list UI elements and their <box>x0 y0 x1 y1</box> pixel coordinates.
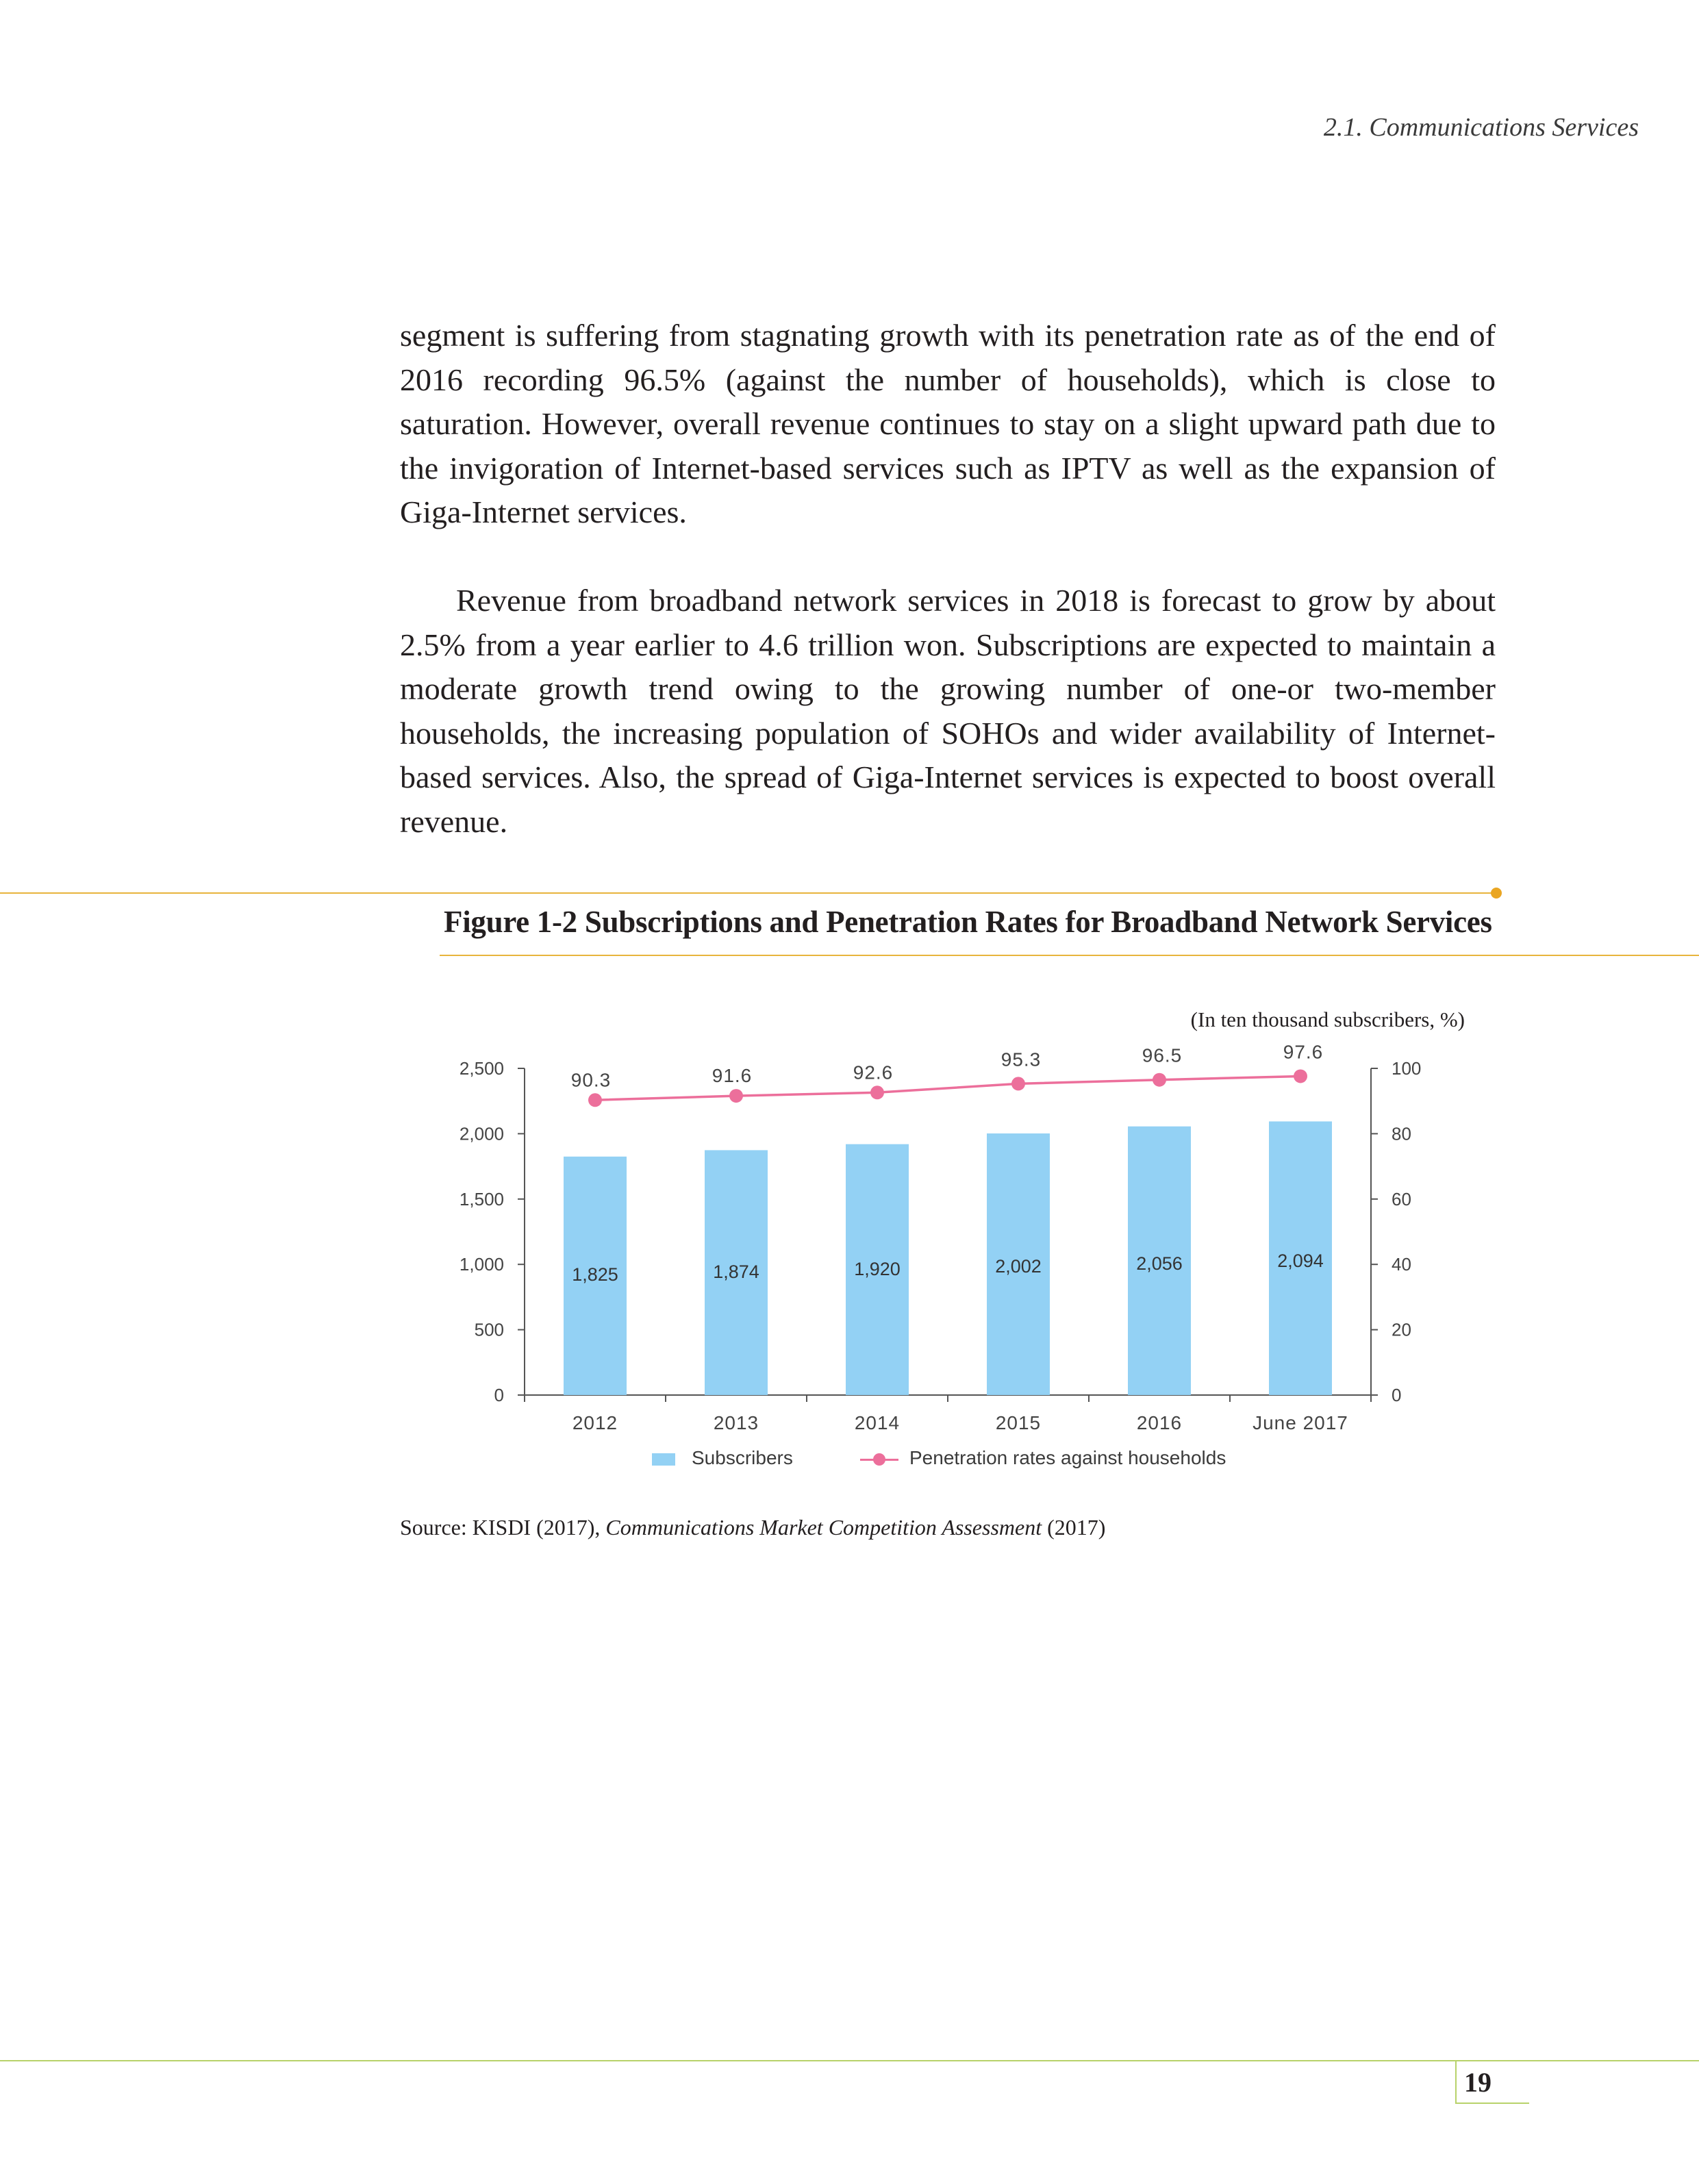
penetration-point <box>870 1085 884 1099</box>
penetration-point <box>1294 1069 1307 1083</box>
bar-labels <box>572 1251 1324 1285</box>
left-axis-tick-label: 500 <box>474 1319 504 1340</box>
penetration-point <box>729 1089 743 1103</box>
penetration-point <box>588 1093 602 1107</box>
penetration-value-label: 90.3 <box>570 1069 612 1091</box>
penetration-value-label: 91.6 <box>712 1065 753 1087</box>
line-series <box>588 1069 1307 1107</box>
right-axis-tick-label: 60 <box>1392 1188 1411 1209</box>
x-axis-category-label: 2015 <box>995 1412 1042 1433</box>
page-number: 19 <box>1464 2067 1492 2098</box>
penetration-value-label: 97.6 <box>1283 1041 1324 1063</box>
penetration-value-label: 96.5 <box>1142 1044 1183 1066</box>
penetration-point <box>1011 1077 1025 1090</box>
legend-subscribers-label: Subscribers <box>692 1447 793 1468</box>
penetration-point <box>1153 1073 1166 1087</box>
subscriber-value-label: 1,874 <box>713 1262 759 1283</box>
unit-note: (In ten thousand subscribers, %) <box>1190 1007 1465 1031</box>
penetration-value-label: 95.3 <box>1000 1049 1042 1070</box>
x-axis-category-label: 2012 <box>572 1412 618 1433</box>
subscriber-value-label: 1,920 <box>854 1259 901 1280</box>
rule-dot-ornament <box>1491 888 1502 899</box>
legend-item-subscribers <box>652 1447 793 1469</box>
penetration-value-label: 92.6 <box>853 1062 894 1083</box>
subscriber-value-label: 2,002 <box>995 1256 1042 1277</box>
x-axis-category-label: June 2017 <box>1253 1412 1348 1433</box>
figure-source <box>400 1515 1105 1540</box>
combo-chart <box>425 1027 1493 1438</box>
subscriber-value-label: 2,056 <box>1136 1253 1183 1275</box>
right-axis-tick-label: 20 <box>1392 1319 1411 1340</box>
left-axis-tick-label: 1,500 <box>459 1188 504 1209</box>
line-labels <box>571 1041 1324 1090</box>
left-axis-tick-label: 0 <box>494 1385 504 1405</box>
figure-title-rule <box>440 955 1699 956</box>
legend-penetration-label: Penetration rates against households <box>909 1447 1226 1468</box>
legend-line-swatch <box>860 1453 898 1466</box>
subscriber-value-label: 2,094 <box>1277 1251 1324 1272</box>
source-prefix: Source: KISDI (2017), <box>400 1515 606 1540</box>
right-axis-tick-label: 100 <box>1392 1058 1422 1079</box>
running-head: 2.1. Communications Services <box>1323 113 1639 142</box>
x-axis-category-label: 2016 <box>1136 1412 1183 1433</box>
bar-series <box>564 1121 1332 1395</box>
legend-item-penetration <box>860 1447 1226 1469</box>
penetration-line <box>595 1076 1300 1100</box>
legend-bar-swatch <box>652 1453 675 1466</box>
right-axis-tick-label: 40 <box>1392 1254 1411 1275</box>
body-paragraph-1: segment is suffering from stagnating growth with its penetration rate as of the end of 2016 recording 96.5% (against the number of households), which is close to saturation. However, overall revenue continues to stay on a slight upward path due to the invigoration of Internet-based services such as IPTV as well as the expansion of Giga-Internet services. <box>400 318 1496 529</box>
source-title: Communications Market Competition Assessment <box>605 1515 1042 1540</box>
figure-top-rule <box>0 892 1497 894</box>
chart-axes <box>518 1068 1378 1402</box>
right-axis-tick-label: 0 <box>1392 1385 1402 1405</box>
footer-rule <box>0 2060 1699 2061</box>
right-axis-tick-label: 80 <box>1392 1123 1411 1144</box>
x-axis-category-label: 2014 <box>854 1412 901 1433</box>
left-axis-tick-label: 2,000 <box>459 1123 504 1144</box>
left-axis-tick-label: 1,000 <box>459 1254 504 1275</box>
left-axis-tick-label: 2,500 <box>459 1058 504 1079</box>
subscriber-value-label: 1,825 <box>572 1264 618 1285</box>
x-axis-category-label: 2013 <box>713 1412 759 1433</box>
source-suffix: (2017) <box>1042 1515 1106 1540</box>
figure-title: Figure 1-2 Subscriptions and Penetration Rates for Broadband Network Services <box>444 905 1492 939</box>
body-paragraph-2: Revenue from broadband network services in 2018 is forecast to grow by about 2.5% from a year earlier to 4.6 trillion won. Subscriptions are expected to maintain a moderate growth trend owing to the growing number of one-or two-member households, the increasing population of SOHOs and wider availability of Internet-based services. Also, the spread of Giga-Internet services is expected to boost overall revenue. <box>400 583 1496 839</box>
